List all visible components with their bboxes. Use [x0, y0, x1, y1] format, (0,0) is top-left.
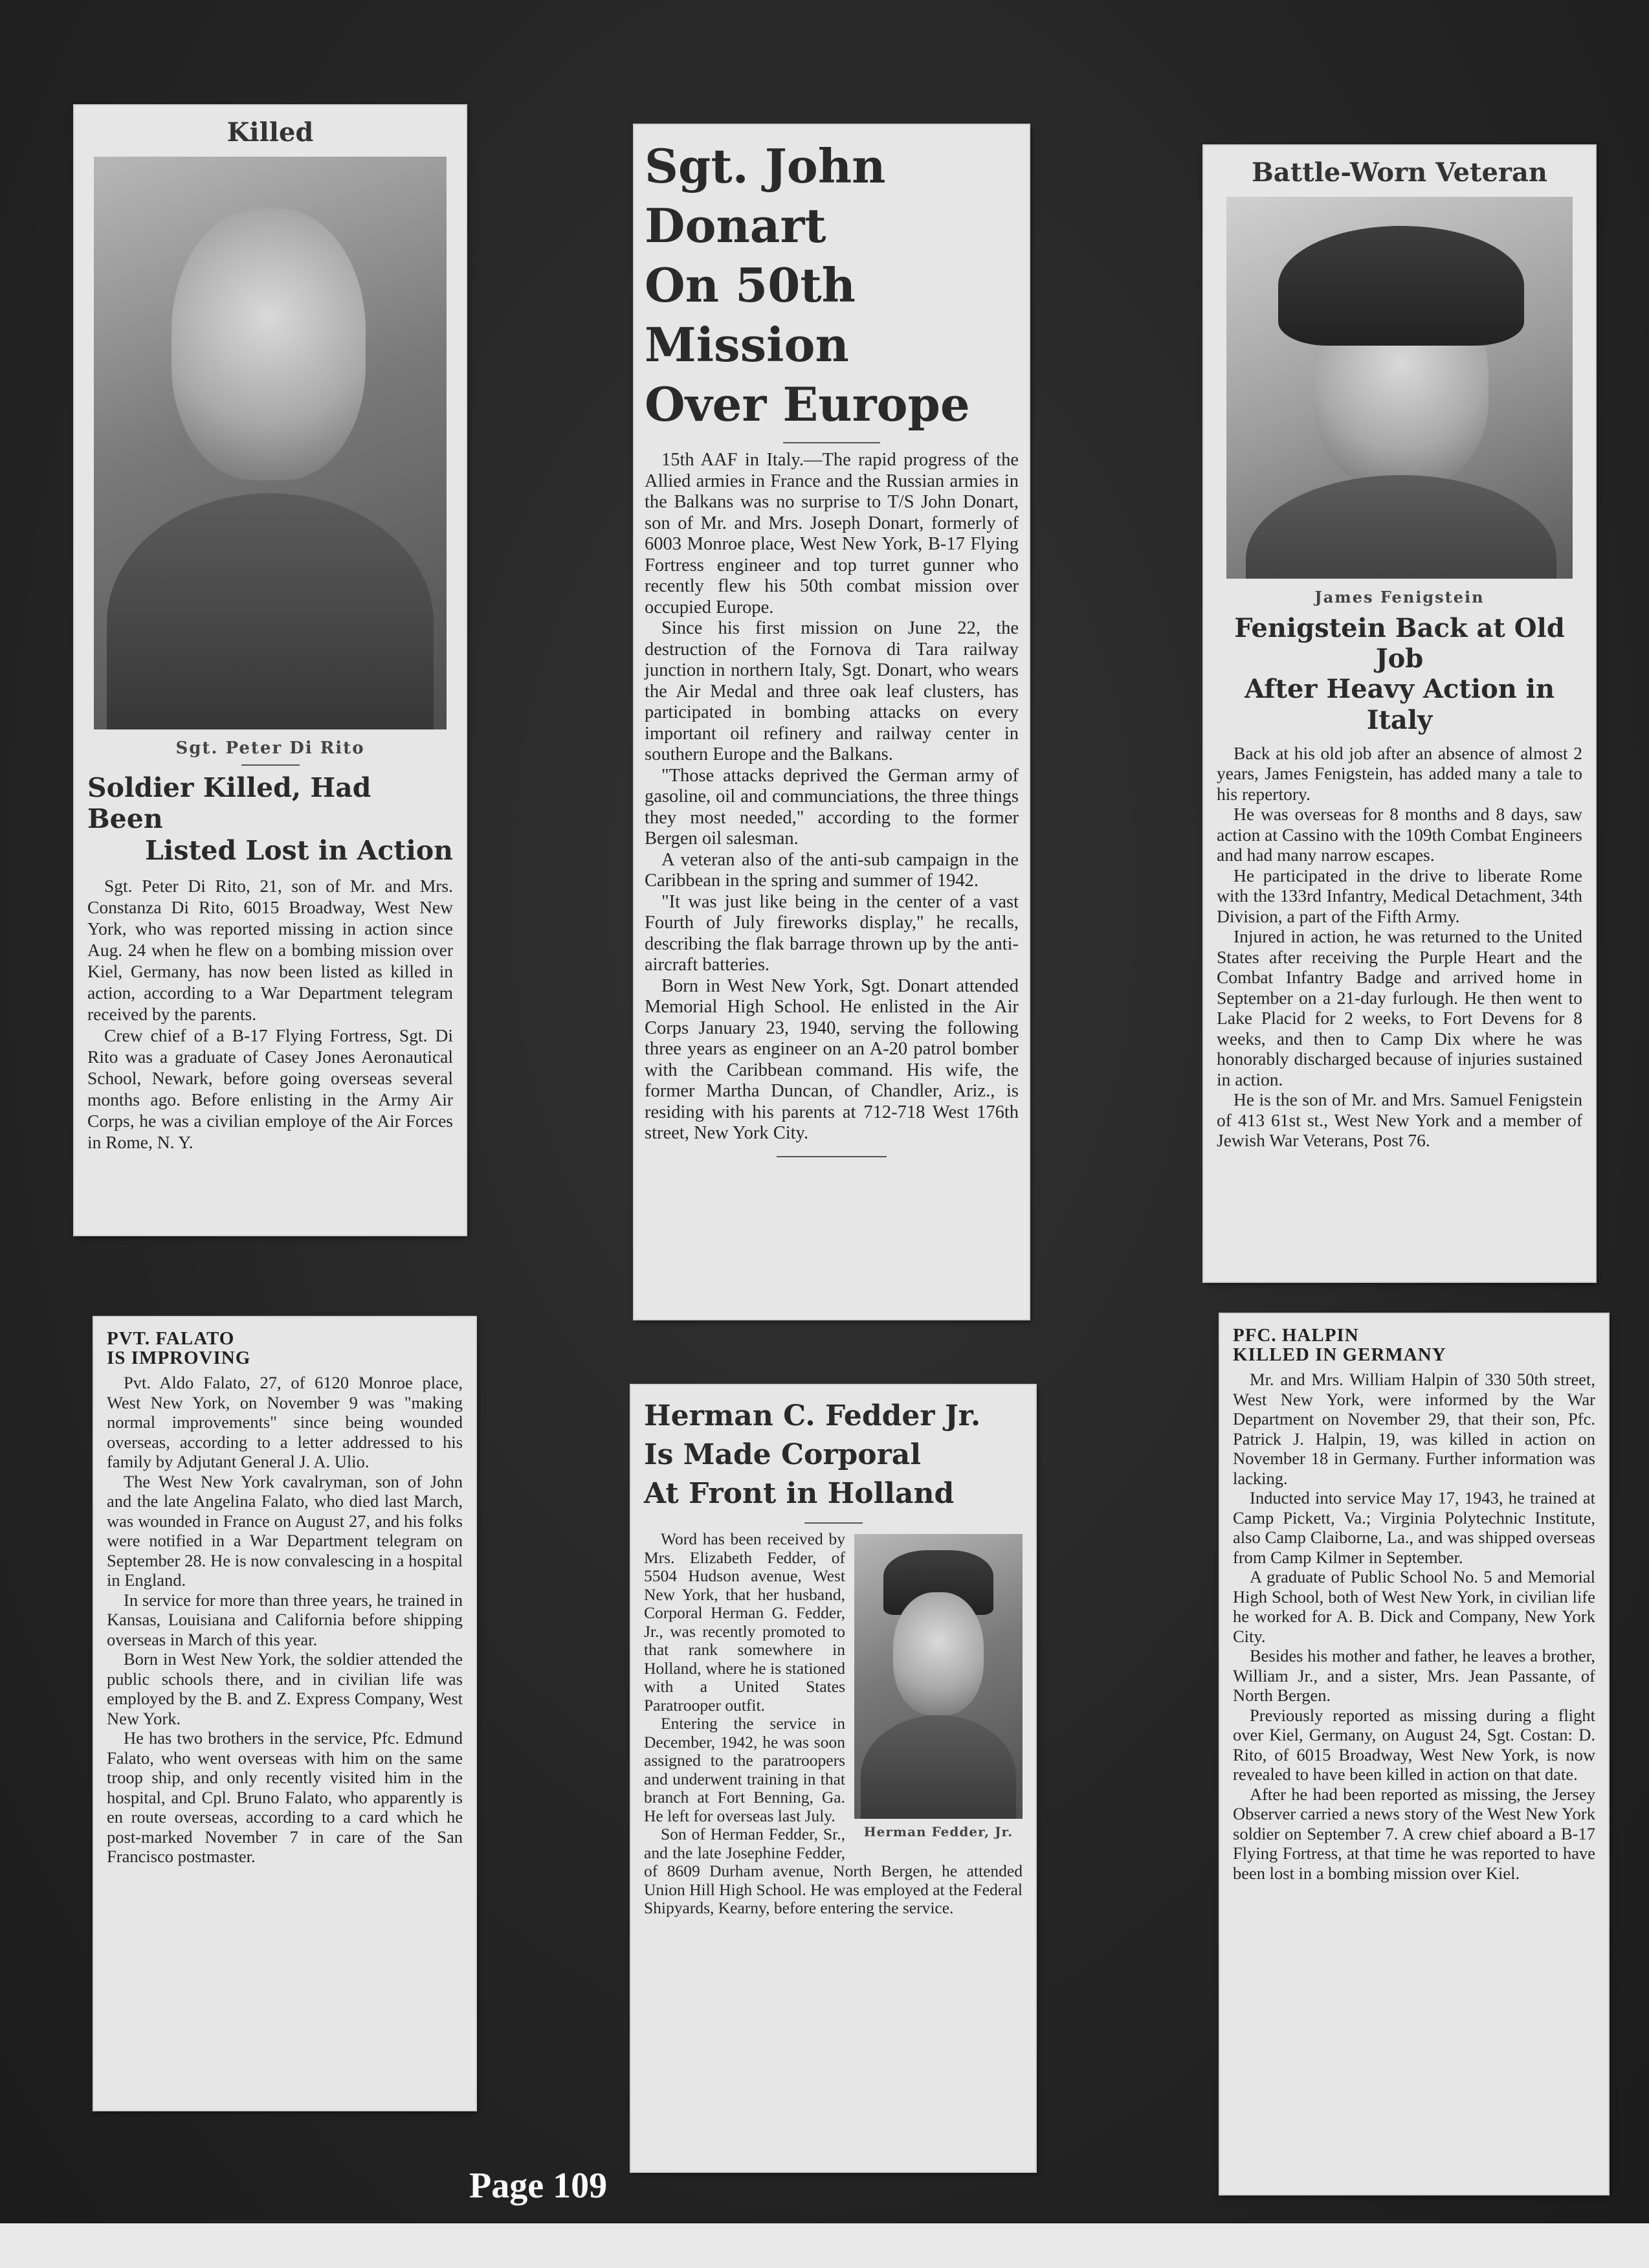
article-paragraph: He has two brothers in the service, Pfc. Edmund Falato, who went overseas with him on the same troop ship, and only recently visited him in the hospital, and Cpl. Bruno Falato, who apparently is en route overseas, according to a card which he post-marked November 7 in care of the San Francisco postmaster.: [107, 1728, 463, 1866]
article-paragraph: He is the son of Mr. and Mrs. Samuel Fenigstein of 413 61st st., West New York and a member of Jewish War Veterans, Post 76.: [1217, 1089, 1582, 1151]
article-paragraph: A veteran also of the anti-sub campaign in the Caribbean in the spring and summer of 1942.: [645, 849, 1019, 891]
article-paragraph: Mr. and Mrs. William Halpin of 330 50th street, West New York, were informed by the War Department on November 29, that their son, Pfc. Patrick J. Halpin, 19, was killed in action on November 18 in Germany. Further information was lacking.: [1233, 1370, 1595, 1488]
headline-line: Fenigstein Back at Old Job: [1234, 613, 1565, 674]
article-paragraph: Back at his old job after an absence of almost 2 years, James Fenigstein, has added many a tale to his repertory.: [1217, 742, 1582, 804]
headline-line: Sgt. John Donart: [645, 139, 886, 253]
article-paragraph: The West New York cavalryman, son of John and the late Angelina Falato, who died last March, was wounded in France on August 27, and his folks were notified in a War Department telegram on September 28. He is now convalescing in a hospital in England.: [107, 1471, 463, 1590]
clipping-headline: [1233, 1326, 1595, 1364]
portrait-photo-di-rito: [94, 157, 447, 729]
headline-line: After Heavy Action in Italy: [1244, 674, 1555, 735]
headline-line: Is Made Corporal: [644, 1438, 922, 1471]
article-paragraph: Entering the service in December, 1942, he was soon assigned to the paratroopers and underwent training in that branch at Fort Benning, Ga. He left for overseas last July.: [644, 1714, 845, 1825]
headline-line: PFC. HALPIN: [1233, 1325, 1359, 1346]
clipping-headline: [1217, 613, 1582, 735]
headline-line: PVT. FALATO: [107, 1328, 235, 1349]
clipping-headline: [107, 1329, 463, 1368]
portrait-photo-fenigstein: [1226, 197, 1573, 579]
article-paragraph: Injured in action, he was returned to the United States after receiving the Purple Heart and the Combat Infantry Badge and arrived home in September on a 21-day furlough. He then went to Lake Placid for 2 weeks, to Fort Devens for 8 weeks, and then to Camp Dix where he was honorably discharged because of injuries sustained in action.: [1217, 926, 1582, 1089]
scan-margin-strip: [0, 2223, 1649, 2268]
article-paragraph: Word has been received by Mrs. Elizabeth Fedder, of 5504 Hudson avenue, West New York, that her husband, Corporal Herman G. Fedder, Jr., was recently promoted to that rank somewhere in Holland, where he is stationed with a United States Paratrooper outfit.: [644, 1529, 845, 1715]
article-paragraph: Pvt. Aldo Falato, 27, of 6120 Monroe place, West New York, on November 9 was "making normal improvements" since being wounded overseas, according to a letter addressed to his family by Adjutant General J. A. Ulio.: [107, 1373, 463, 1471]
headline-line: KILLED IN GERMANY: [1233, 1344, 1446, 1365]
portrait-photo-fedder: [854, 1534, 1023, 1819]
end-rule: [777, 1156, 887, 1157]
clipping-kicker: Battle-Worn Veteran: [1252, 157, 1547, 188]
clipping-headline: [87, 772, 453, 866]
article-body: [87, 875, 453, 1153]
divider-rule: [804, 1522, 863, 1524]
article-paragraph: "It was just like being in the center of a vast Fourth of July fireworks display," he recalls, describing the flak barrage thrown up by the anti-aircraft batteries.: [645, 891, 1019, 975]
clipping-donart: [634, 125, 1029, 1319]
article-body: [107, 1373, 463, 1867]
article-paragraph: "Those attacks deprived the German army of gasoline, oil and communciations, the three things they most needed," according to the former Bergen oil salesman.: [645, 765, 1019, 849]
headline-line: Over Europe: [645, 377, 970, 432]
article-body: [645, 450, 1019, 1144]
article-paragraph: 15th AAF in Italy.—The rapid progress of the Allied armies in France and the Russian armies in the Balkans was no surprise to T/S John Donart, son of Mr. and Mrs. Joseph Donart, formerly of 6003 Monroe place, West New York, B-17 Flying Fortress engineer and top turret gunner who recently flew his 50th combat mission over occupied Europe.: [645, 450, 1019, 617]
photo-caption: James Fenigstein: [1314, 588, 1485, 606]
headline-line: IS IMPROVING: [107, 1348, 251, 1368]
article-body: [1233, 1370, 1595, 1883]
photo-caption: Herman Fedder, Jr.: [863, 1824, 1013, 1840]
article-paragraph: Previously reported as missing during a flight over Kiel, Germany, on August 24, Sgt. Costan: D. Rito, of 6015 Broadway, West New York, is now revealed to have been killed in action on that date.: [1233, 1705, 1595, 1784]
clipping-di-rito: [74, 106, 466, 1235]
page-number-label: Page 109: [469, 2166, 608, 2206]
divider-rule: [783, 442, 880, 443]
headline-line: Soldier Killed, Had Been: [87, 772, 371, 835]
article-paragraph: He was overseas for 8 months and 8 days, saw action at Cassino with the 109th Combat Engineers and had many narrow escapes.: [1217, 804, 1582, 865]
clipping-headline: [644, 1397, 1023, 1513]
photo-caption: Sgt. Peter Di Rito: [175, 739, 365, 758]
article-paragraph: Born in West New York, the soldier attended the public schools there, and in civilian life was employed by the B. and Z. Express Company, West New York.: [107, 1649, 463, 1728]
photo-block-fedder: [854, 1534, 1023, 1840]
headline-line: On 50th Mission: [645, 258, 856, 372]
clipping-halpin: [1220, 1314, 1608, 2194]
article-paragraph: A graduate of Public School No. 5 and Memorial High School, both of West New York, in civilian life he worked for A. B. Dick and Company, New York City.: [1233, 1567, 1595, 1646]
article-paragraph: Crew chief of a B-17 Flying Fortress, Sgt. Di Rito was a graduate of Casey Jones Aeronautical School, Newark, before going overseas several months ago. Before enlisting in the Army Air Corps, he was a civilian employe of the Air Forces in Rome, N. Y.: [87, 1025, 453, 1153]
article-paragraph: Inducted into service May 17, 1943, he trained at Camp Pickett, Va.; Virginia Polytechnic Institute, also Camp Claiborne, La., and was shipped overseas from Camp Kilmer in September.: [1233, 1488, 1595, 1567]
headline-line: Listed Lost in Action: [144, 834, 453, 866]
clipping-headline: [645, 137, 1019, 434]
article-paragraph: After he had been reported as missing, the Jersey Observer carried a news story of the West New York soldier on September 7. A crew chief aboard a B-17 Flying Fortress, at that time he was reported to have been lost in a bombing mission over Kiel.: [1233, 1784, 1595, 1883]
divider-rule: [241, 764, 300, 766]
article-paragraph: In service for more than three years, he trained in Kansas, Louisiana and California before shipping overseas in March of this year.: [107, 1590, 463, 1649]
article-body: [1217, 743, 1582, 1151]
clipping-fenigstein: [1204, 146, 1595, 1282]
clipping-fedder: [631, 1385, 1035, 2172]
article-paragraph: Sgt. Peter Di Rito, 21, son of Mr. and Mrs. Constanza Di Rito, 6015 Broadway, West New York, who was reported missing in action since Aug. 24 when he flew on a bombing mission over Kiel, Germany, has now been listed as killed in action, according to a War Department telegram received by the parents.: [87, 876, 453, 1025]
article-paragraph: Son of Herman Fedder, Sr., and the late Josephine Fedder, of 8609 Durham avenue, North Bergen, he attended Union Hill High School. He was employed at the Federal Shipyards, Kearny, before entering the service.: [644, 1825, 1023, 1917]
article-paragraph: He participated in the drive to liberate Rome with the 133rd Infantry, Medical Detachment, 34th Division, a part of the Fifth Army.: [1217, 865, 1582, 926]
clipping-kicker: Killed: [227, 117, 314, 148]
article-paragraph: Born in West New York, Sgt. Donart attended Memorial High School. He enlisted in the Air Corps January 23, 1940, serving the following three years as engineer on an A-20 patrol bomber with the Caribbean command. His wife, the former Martha Duncan, of Chandler, Ariz., is residing with his parents at 712-718 West 176th street, New York City.: [645, 975, 1019, 1143]
clipping-falato: [94, 1317, 476, 2110]
article-paragraph: Since his first mission on June 22, the destruction of the Fornova di Tara railway junction in northern Italy, Sgt. Donart, who wears the Air Medal and three oak leaf clusters, has participated in bombing attacks on every important oil refinery and railway center in southern Europe and the Balkans.: [645, 618, 1019, 764]
headline-line: At Front in Holland: [644, 1477, 955, 1510]
article-paragraph: Besides his mother and father, he leaves a brother, William Jr., and a sister, Mrs. Jean Passante, of North Bergen.: [1233, 1646, 1595, 1705]
headline-line: Herman C. Fedder Jr.: [644, 1399, 981, 1432]
